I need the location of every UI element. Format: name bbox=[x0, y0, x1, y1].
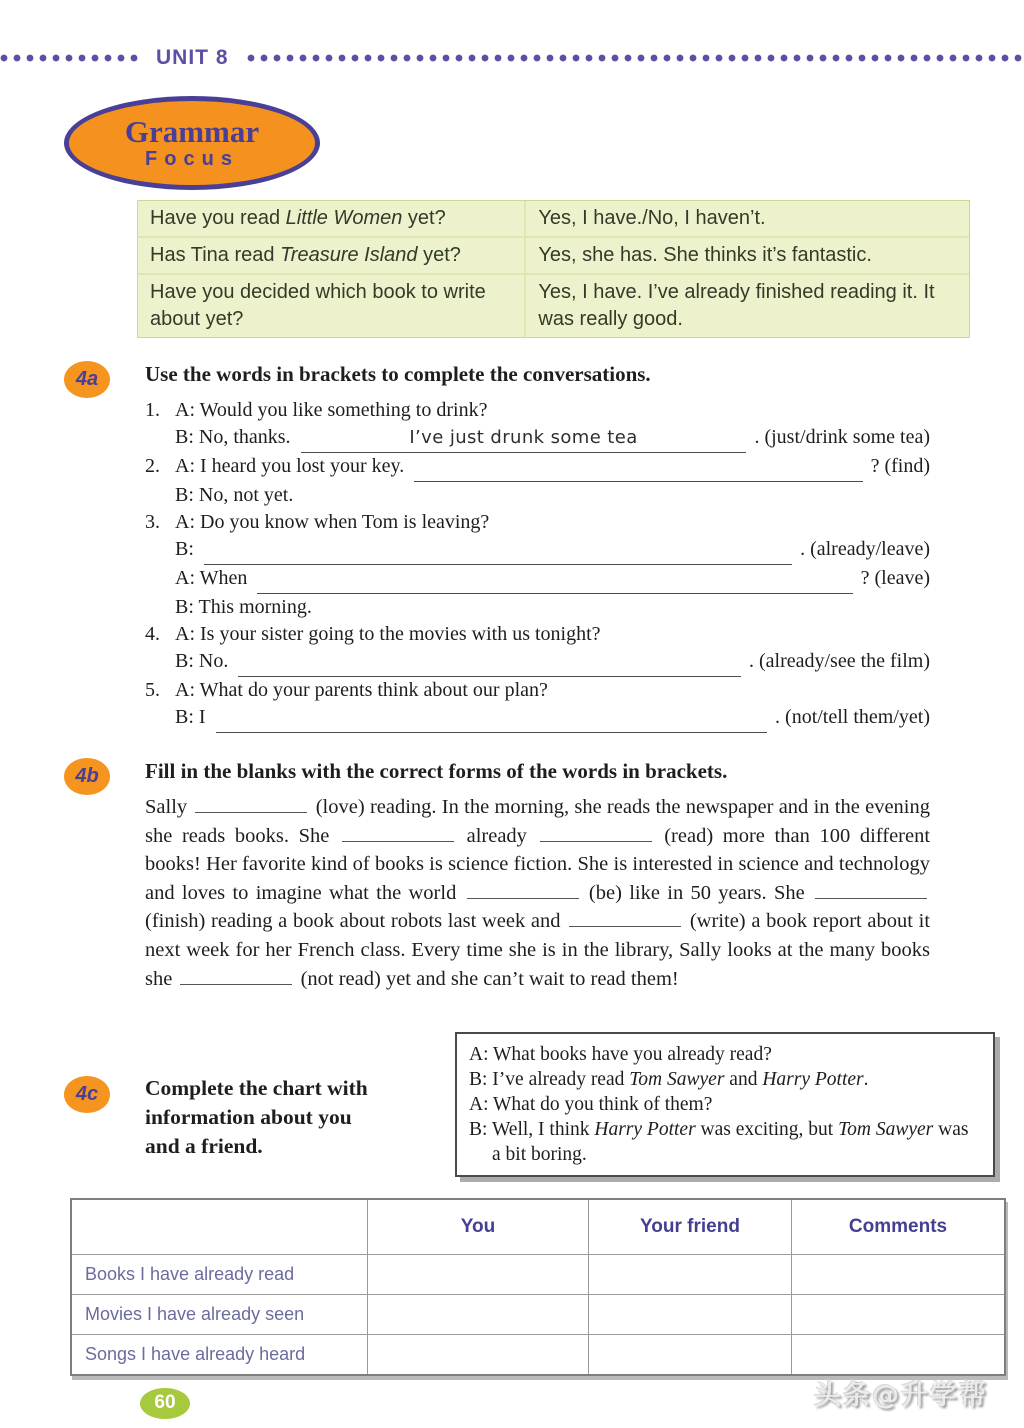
title-line: Complete the chart with bbox=[145, 1075, 368, 1100]
dialogue-line bbox=[175, 482, 930, 509]
grammar-focus-badge bbox=[64, 96, 320, 190]
question-text: Have you read bbox=[150, 207, 286, 229]
dialogue-line bbox=[175, 648, 930, 677]
watermark: 头条@升学帮 bbox=[814, 1380, 988, 1411]
table-row bbox=[71, 1334, 1005, 1375]
grammar-focus-word1: Grammar bbox=[124, 114, 260, 149]
dialogue-text: A: I heard you lost your key. bbox=[175, 455, 405, 477]
hint-text: . (already/leave) bbox=[800, 538, 930, 560]
header-cell-empty bbox=[71, 1199, 368, 1255]
dialogue-line bbox=[175, 704, 930, 733]
item-number: 3. bbox=[145, 511, 160, 533]
dialogue-text: B: No, thanks. bbox=[175, 426, 291, 448]
grammar-focus-word2: Focus bbox=[145, 148, 239, 170]
dialogue-line bbox=[175, 424, 930, 453]
hint-text: ? (leave) bbox=[860, 567, 930, 589]
dialogue-line bbox=[175, 536, 930, 565]
conversation-list bbox=[145, 397, 930, 733]
table-row bbox=[71, 1294, 1005, 1334]
example-dialogue-box bbox=[455, 1032, 995, 1177]
dialogue-text: A: Do you know when Tom is leaving? bbox=[175, 511, 490, 533]
dialogue-text: A: Is your sister going to the movies with us tonight? bbox=[175, 623, 601, 645]
question-cell bbox=[138, 236, 524, 273]
answer-blank bbox=[180, 984, 292, 985]
book-title: Harry Potter bbox=[762, 1068, 864, 1090]
book-title: Harry Potter bbox=[594, 1118, 696, 1140]
dialogue-text: . bbox=[863, 1068, 869, 1090]
dialogue-text: B: No. bbox=[175, 650, 229, 672]
fill-in-paragraph bbox=[145, 793, 930, 993]
section-4c-content bbox=[145, 1032, 969, 1184]
dialogue-line bbox=[469, 1067, 981, 1092]
exercise-4c-title bbox=[145, 1074, 445, 1161]
question-text: yet? bbox=[402, 207, 446, 229]
empty-cell bbox=[589, 1254, 792, 1294]
paragraph-text: (read) more than 100 different books! Her favorite kind of books is science fiction. She is interested in science and technology and loves to imagine what the world bbox=[145, 824, 931, 904]
empty-cell bbox=[368, 1294, 589, 1334]
header-cell-comments: Comments bbox=[792, 1199, 1006, 1255]
table-row bbox=[71, 1254, 1005, 1294]
page-number-badge: 60 bbox=[140, 1388, 190, 1419]
book-title: Tom Sawyer bbox=[629, 1068, 725, 1090]
section-4c bbox=[64, 1032, 969, 1184]
item-number: 2. bbox=[145, 455, 160, 477]
unit-title: UNIT 8 bbox=[156, 46, 229, 69]
answer-blank bbox=[257, 565, 852, 594]
answer-blank bbox=[540, 841, 652, 842]
header-cell-you: You bbox=[368, 1199, 589, 1255]
dialogue-line bbox=[145, 677, 930, 704]
paragraph-text: (be) like in 50 years. She bbox=[588, 881, 805, 904]
question-cell bbox=[138, 201, 524, 236]
answer-blank bbox=[569, 926, 681, 927]
grammar-table-row bbox=[138, 236, 969, 273]
dialogue-line: A: What do you think of them? bbox=[469, 1093, 713, 1115]
unit-header bbox=[0, 46, 1024, 70]
empty-cell bbox=[589, 1334, 792, 1375]
book-title: Tom Sawyer bbox=[838, 1118, 934, 1140]
dialogue-text: was a bit boring. bbox=[492, 1118, 969, 1165]
grammar-focus-table bbox=[137, 200, 970, 338]
row-label-movies: Movies I have already seen bbox=[71, 1294, 368, 1334]
item-number: 4. bbox=[145, 623, 160, 645]
dialogue-text: was exciting, but bbox=[695, 1118, 839, 1140]
book-title: Little Women bbox=[285, 207, 403, 229]
exercise-4a-title: Use the words in brackets to complete the conversations. bbox=[145, 362, 651, 386]
dialogue-line bbox=[175, 565, 930, 594]
dialogue-text: B: Well, I think bbox=[469, 1118, 595, 1140]
grammar-table-row bbox=[138, 201, 969, 236]
answer-blank bbox=[467, 898, 579, 899]
hint-text: . (not/tell them/yet) bbox=[775, 706, 930, 728]
completion-chart-table bbox=[70, 1198, 1006, 1376]
exercise-4b-title: Fill in the blanks with the correct forms of the words in brackets. bbox=[145, 759, 728, 783]
empty-cell bbox=[792, 1254, 1006, 1294]
question-text: yet? bbox=[417, 244, 461, 266]
dialogue-text: B: This morning. bbox=[175, 596, 312, 618]
exercise-badge-4a: 4a bbox=[64, 361, 110, 398]
paragraph-text: (finish) reading a book about robots last week and bbox=[145, 910, 561, 933]
dialogue-text: A: Would you like something to drink? bbox=[175, 399, 488, 421]
answer-blank bbox=[815, 898, 927, 899]
row-label-books: Books I have already read bbox=[71, 1254, 368, 1294]
dialogue-line bbox=[145, 453, 930, 482]
section-4a bbox=[64, 360, 930, 733]
paragraph-text: already bbox=[466, 824, 527, 847]
empty-cell bbox=[368, 1334, 589, 1375]
answer-cell: Yes, I have./No, I haven’t. bbox=[524, 201, 969, 236]
answer-blank bbox=[204, 536, 792, 565]
dialogue-text: B: No, not yet. bbox=[175, 484, 294, 506]
table-header-row bbox=[71, 1199, 1005, 1255]
paragraph-text: (love) reading. In the morning, she reads the newspaper and in the evening she reads books. She bbox=[145, 796, 931, 847]
answer-cell: Yes, she has. She thinks it’s fantastic. bbox=[524, 236, 969, 273]
dotted-divider-left bbox=[0, 54, 138, 62]
section-4b bbox=[64, 757, 930, 1014]
row-label-songs: Songs I have already heard bbox=[71, 1334, 368, 1375]
dialogue-text: A: When bbox=[175, 567, 248, 589]
grammar-table-row bbox=[138, 273, 969, 337]
hint-text: ? (find) bbox=[870, 455, 930, 477]
dialogue-line bbox=[145, 397, 930, 424]
empty-cell bbox=[368, 1254, 589, 1294]
question-cell bbox=[138, 273, 524, 337]
answer-blank bbox=[414, 453, 862, 482]
textbook-page bbox=[0, 46, 1024, 1419]
dialogue-line bbox=[145, 621, 930, 648]
answer-blank bbox=[342, 841, 454, 842]
item-number: 1. bbox=[145, 399, 160, 421]
question-text: Has Tina read bbox=[150, 244, 281, 266]
answer-blank bbox=[301, 424, 747, 453]
dialogue-text: B: I’ve already read bbox=[469, 1068, 630, 1090]
dialogue-line bbox=[175, 594, 930, 621]
empty-cell bbox=[792, 1334, 1006, 1375]
dialogue-line bbox=[145, 509, 930, 536]
empty-cell bbox=[792, 1294, 1006, 1334]
item-number: 5. bbox=[145, 679, 160, 701]
dialogue-text: A: What do your parents think about our plan? bbox=[175, 679, 548, 701]
dialogue-line: A: What books have you already read? bbox=[469, 1043, 772, 1065]
exercise-badge-4c: 4c bbox=[64, 1076, 110, 1113]
dialogue-text: B: bbox=[175, 538, 194, 560]
answer-blank bbox=[238, 648, 741, 677]
paragraph-text: Sally bbox=[145, 796, 188, 818]
dialogue-text: and bbox=[724, 1068, 763, 1090]
handwritten-answer: I’ve just drunk some tea bbox=[409, 427, 638, 448]
paragraph-text: (write) a book report about it next week for her French class. Every time she is in the library, Sally looks at the many books she bbox=[145, 910, 931, 990]
answer-blank bbox=[216, 704, 767, 733]
answer-blank bbox=[195, 812, 307, 813]
answer-cell: Yes, I have. I’ve already finished reading it. It was really good. bbox=[524, 273, 969, 337]
section-4a-content bbox=[145, 360, 930, 733]
title-line: and a friend. bbox=[145, 1133, 263, 1158]
empty-cell bbox=[589, 1294, 792, 1334]
exercise-badge-4b: 4b bbox=[64, 758, 110, 795]
dialogue-text: B: I bbox=[175, 706, 206, 728]
section-4b-content bbox=[145, 757, 930, 1014]
title-line: information about you bbox=[145, 1104, 352, 1129]
dialogue-line bbox=[469, 1117, 981, 1167]
dotted-divider-right bbox=[247, 54, 1024, 62]
paragraph-text: (not read) yet and she can’t wait to read them! bbox=[300, 967, 679, 990]
hint-text: . (just/drink some tea) bbox=[754, 426, 930, 448]
hint-text: . (already/see the film) bbox=[748, 650, 930, 672]
book-title: Treasure Island bbox=[280, 244, 418, 266]
question-text: Have you decided which book to write about yet? bbox=[150, 281, 486, 330]
header-cell-your-friend: Your friend bbox=[589, 1199, 792, 1255]
